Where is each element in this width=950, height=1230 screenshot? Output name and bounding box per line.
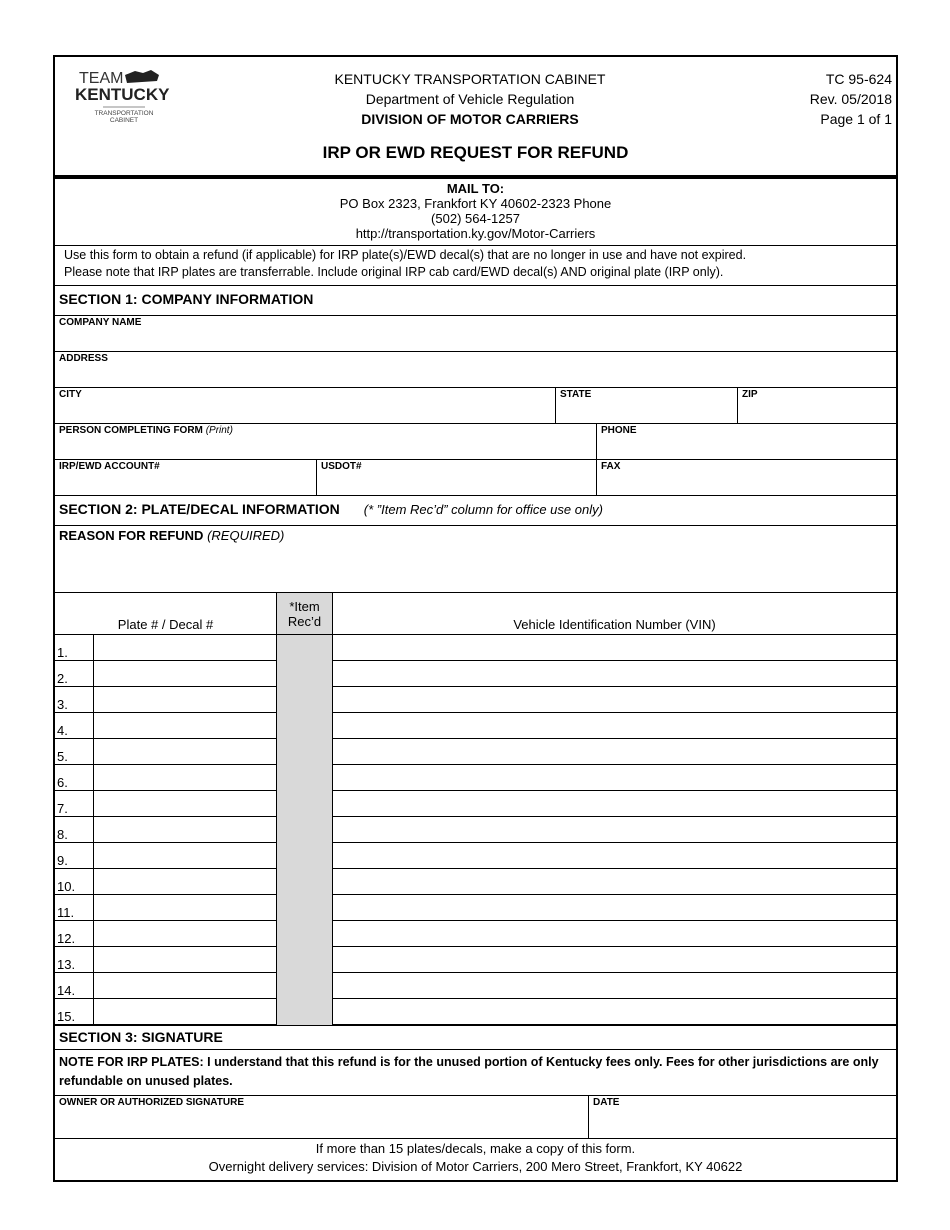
- irp-plates-note: NOTE FOR IRP PLATES: I understand that this refund is for the unused portion of Kentucky fees only. Fees for other jurisdictions are only refundable on unused plates.: [55, 1049, 896, 1095]
- city-input[interactable]: [55, 403, 555, 423]
- plate-row-number: 2.: [55, 661, 94, 687]
- item-recd-cell: [277, 687, 333, 713]
- plate-row-number: 4.: [55, 713, 94, 739]
- state-label: STATE: [560, 389, 592, 400]
- vin-input[interactable]: [333, 845, 896, 867]
- vin-cell: [333, 791, 897, 817]
- section-2-header: [55, 495, 896, 525]
- form-header: [55, 57, 896, 175]
- phone-field[interactable]: [596, 424, 896, 459]
- person-field[interactable]: [55, 424, 596, 459]
- section-1-title: SECTION 1: COMPANY INFORMATION: [55, 285, 896, 315]
- fax-input[interactable]: [597, 475, 896, 495]
- plate-decal-input[interactable]: [94, 767, 276, 789]
- plate-row-number: 11.: [55, 895, 94, 921]
- plate-row-number: 1.: [55, 635, 94, 661]
- mail-phone: (502) 564-1257: [431, 211, 520, 226]
- plate-decal-input[interactable]: [94, 689, 276, 711]
- col-item-line-2: Rec’d: [287, 613, 322, 629]
- plate-decal-cell: [94, 661, 277, 687]
- item-recd-cell: [277, 817, 333, 843]
- plate-decal-cell: [94, 687, 277, 713]
- form-footer: [55, 1138, 896, 1180]
- vin-cell: [333, 635, 897, 661]
- plate-decal-cell: [94, 947, 277, 973]
- item-recd-cell: [277, 765, 333, 791]
- vin-input[interactable]: [333, 793, 896, 815]
- form-number: TC 95-624: [825, 71, 892, 87]
- item-recd-cell: [277, 843, 333, 869]
- city-field[interactable]: [55, 388, 555, 423]
- fax-field[interactable]: [596, 460, 896, 495]
- plate-row: [55, 973, 896, 999]
- plate-row: [55, 817, 896, 843]
- zip-label: ZIP: [742, 389, 758, 400]
- signature-label: OWNER OR AUTHORIZED SIGNATURE: [59, 1097, 244, 1108]
- plate-decal-input[interactable]: [94, 949, 276, 971]
- company-name-field[interactable]: [55, 316, 896, 351]
- col-item-line-1: *Item: [289, 598, 320, 614]
- agency-name: KENTUCKY TRANSPORTATION CABINET: [334, 71, 606, 87]
- address-row: [55, 351, 896, 387]
- vin-input[interactable]: [333, 1001, 896, 1023]
- vin-input[interactable]: [333, 923, 896, 945]
- vin-cell: [333, 947, 897, 973]
- item-recd-cell: [277, 713, 333, 739]
- vin-input[interactable]: [333, 637, 896, 659]
- company-name-row: [55, 315, 896, 351]
- section-2-note: (* ”Item Rec’d” column for office use only): [363, 502, 603, 517]
- plate-row: [55, 661, 896, 687]
- mail-to-block: [55, 179, 896, 245]
- plate-row-number: 6.: [55, 765, 94, 791]
- zip-input[interactable]: [738, 403, 896, 423]
- logo-team-text: TEAM: [79, 70, 124, 87]
- date-input[interactable]: [589, 1118, 896, 1138]
- city-state-zip-row: [55, 387, 896, 423]
- col-item-recd-header: [277, 593, 333, 635]
- plate-decal-cell: [94, 999, 277, 1025]
- plate-decal-cell: [94, 765, 277, 791]
- item-recd-cell: [277, 635, 333, 661]
- state-input[interactable]: [556, 403, 737, 423]
- plate-row: [55, 921, 896, 947]
- reason-input[interactable]: [59, 548, 892, 588]
- plate-row: [55, 739, 896, 765]
- item-recd-cell: [277, 895, 333, 921]
- fax-label: FAX: [601, 461, 621, 472]
- plate-row-number: 8.: [55, 817, 94, 843]
- state-field[interactable]: [555, 388, 737, 423]
- plate-decal-cell: [94, 739, 277, 765]
- plate-decal-input[interactable]: [94, 871, 276, 893]
- vin-input[interactable]: [333, 715, 896, 737]
- usdot-input[interactable]: [317, 475, 596, 495]
- plate-row: [55, 713, 896, 739]
- mail-address: PO Box 2323, Frankfort KY 40602-2323 Phone: [339, 196, 612, 211]
- plate-decal-input[interactable]: [94, 819, 276, 841]
- vin-cell: [333, 895, 897, 921]
- vin-cell: [333, 661, 897, 687]
- vin-input[interactable]: [333, 767, 896, 789]
- item-recd-cell: [277, 869, 333, 895]
- usdot-label: USDOT#: [321, 461, 362, 472]
- plate-row-number: 14.: [55, 973, 94, 999]
- plate-decal-input[interactable]: [94, 923, 276, 945]
- plate-decal-input[interactable]: [94, 845, 276, 867]
- plate-row: [55, 869, 896, 895]
- plate-row: [55, 687, 896, 713]
- vin-input[interactable]: [333, 689, 896, 711]
- plate-decal-cell: [94, 895, 277, 921]
- date-field[interactable]: [588, 1096, 896, 1138]
- plate-decal-input[interactable]: [94, 715, 276, 737]
- agency-block: [285, 69, 655, 129]
- vin-cell: [333, 869, 897, 895]
- phone-label: PHONE: [601, 425, 637, 436]
- plate-decal-cell: [94, 817, 277, 843]
- reason-required-note: (REQUIRED): [207, 528, 285, 543]
- account-field[interactable]: [55, 460, 316, 495]
- vin-cell: [333, 817, 897, 843]
- person-input[interactable]: [55, 439, 596, 459]
- vin-input[interactable]: [333, 663, 896, 685]
- plate-decal-cell: [94, 843, 277, 869]
- plate-row-number: 13.: [55, 947, 94, 973]
- plate-table-wrap: [55, 592, 896, 1025]
- city-label: CITY: [59, 389, 82, 400]
- vin-input[interactable]: [333, 949, 896, 971]
- reason-label: REASON FOR REFUND: [59, 528, 204, 543]
- address-field[interactable]: [55, 352, 896, 387]
- item-recd-cell: [277, 947, 333, 973]
- plate-row: [55, 765, 896, 791]
- plate-decal-cell: [94, 791, 277, 817]
- form-title: IRP OR EWD REQUEST FOR REFUND: [322, 143, 629, 162]
- company-name-label: COMPANY NAME: [59, 317, 142, 328]
- item-recd-cell: [277, 999, 333, 1025]
- plate-table: [55, 593, 896, 1025]
- department-name: Department of Vehicle Regulation: [365, 91, 575, 107]
- page-indicator: Page 1 of 1: [820, 111, 892, 127]
- plate-decal-cell: [94, 869, 277, 895]
- address-input[interactable]: [55, 367, 896, 387]
- plate-row-number: 5.: [55, 739, 94, 765]
- plate-row-number: 10.: [55, 869, 94, 895]
- item-recd-cell: [277, 921, 333, 947]
- phone-input[interactable]: [597, 439, 896, 459]
- person-phone-row: [55, 423, 896, 459]
- plate-decal-cell: [94, 713, 277, 739]
- plate-row-number: 9.: [55, 843, 94, 869]
- signature-field[interactable]: [55, 1096, 588, 1138]
- plate-decal-input[interactable]: [94, 663, 276, 685]
- date-label: DATE: [593, 1097, 620, 1108]
- item-recd-cell: [277, 661, 333, 687]
- intro-line-2: Please note that IRP plates are transferrable. Include original IRP cab card/EWD decal(s) AND original plate (IRP only).: [64, 265, 724, 279]
- plate-decal-input[interactable]: [94, 793, 276, 815]
- account-usdot-fax-row: [55, 459, 896, 495]
- plate-decal-cell: [94, 921, 277, 947]
- intro-text: [55, 245, 896, 285]
- reason-field[interactable]: [55, 525, 896, 592]
- team-kentucky-logo: [73, 67, 173, 127]
- person-note: (Print): [205, 425, 233, 436]
- signature-row: [55, 1095, 896, 1138]
- logo-kentucky-text: KENTUCKY: [75, 85, 170, 104]
- account-label: IRP/EWD ACCOUNT#: [59, 461, 160, 472]
- vin-cell: [333, 765, 897, 791]
- item-recd-cell: [277, 973, 333, 999]
- vin-cell: [333, 843, 897, 869]
- vin-cell: [333, 713, 897, 739]
- refund-form: [53, 55, 898, 1182]
- item-recd-cell: [277, 791, 333, 817]
- plate-row: [55, 895, 896, 921]
- section-3-title: SECTION 3: SIGNATURE: [55, 1025, 896, 1049]
- intro-line-1: Use this form to obtain a refund (if applicable) for IRP plate(s)/EWD decal(s) that are no longer in use and have not expired.: [64, 248, 747, 262]
- plate-row: [55, 999, 896, 1025]
- plate-decal-input[interactable]: [94, 897, 276, 919]
- vin-input[interactable]: [333, 897, 896, 919]
- plate-decal-input[interactable]: [94, 741, 276, 763]
- plate-row-number: 7.: [55, 791, 94, 817]
- plate-row-number: 12.: [55, 921, 94, 947]
- plate-decal-cell: [94, 973, 277, 999]
- company-name-input[interactable]: [55, 331, 896, 351]
- plate-decal-cell: [94, 635, 277, 661]
- kentucky-state-icon: [125, 70, 159, 83]
- plate-row: [55, 635, 896, 661]
- section-2-title: SECTION 2: PLATE/DECAL INFORMATION: [59, 501, 340, 517]
- vin-cell: [333, 973, 897, 999]
- account-input[interactable]: [55, 475, 316, 495]
- col-vin-header: Vehicle Identification Number (VIN): [333, 593, 897, 635]
- logo-cabinet-text: CABINET: [109, 117, 139, 124]
- plate-row-number: 3.: [55, 687, 94, 713]
- plate-decal-input[interactable]: [94, 1001, 276, 1023]
- vin-cell: [333, 739, 897, 765]
- mail-website: http://transportation.ky.gov/Motor-Carriers: [355, 226, 596, 241]
- plate-row-number: 15.: [55, 999, 94, 1025]
- footer-copy-note: If more than 15 plates/decals, make a copy of this form.: [315, 1141, 636, 1156]
- vin-input[interactable]: [333, 871, 896, 893]
- logo-transportation-text: TRANSPORTATION: [94, 110, 154, 117]
- vin-cell: [333, 999, 897, 1025]
- zip-field[interactable]: [737, 388, 896, 423]
- division-name: DIVISION OF MOTOR CARRIERS: [361, 111, 579, 127]
- vin-input[interactable]: [333, 819, 896, 841]
- person-label: PERSON COMPLETING FORM: [59, 425, 203, 436]
- plate-row: [55, 791, 896, 817]
- plate-table-body: [55, 635, 896, 1025]
- item-recd-cell: [277, 739, 333, 765]
- address-label: ADDRESS: [59, 353, 108, 364]
- vin-input[interactable]: [333, 741, 896, 763]
- plate-decal-input[interactable]: [94, 637, 276, 659]
- signature-input[interactable]: [55, 1118, 588, 1138]
- plate-table-header: [55, 593, 896, 635]
- plate-row: [55, 947, 896, 973]
- footer-overnight-address: Overnight delivery services: Division of Motor Carriers, 200 Mero Street, Frankfort, KY 40622: [208, 1159, 743, 1174]
- vin-cell: [333, 687, 897, 713]
- col-plate-header: Plate # / Decal #: [55, 593, 277, 635]
- usdot-field[interactable]: [316, 460, 596, 495]
- plate-row: [55, 843, 896, 869]
- form-id-block: [810, 69, 892, 129]
- vin-cell: [333, 921, 897, 947]
- plate-decal-input[interactable]: [94, 975, 276, 997]
- mail-to-label: MAIL TO:: [446, 181, 505, 196]
- vin-input[interactable]: [333, 975, 896, 997]
- form-revision: Rev. 05/2018: [809, 91, 892, 107]
